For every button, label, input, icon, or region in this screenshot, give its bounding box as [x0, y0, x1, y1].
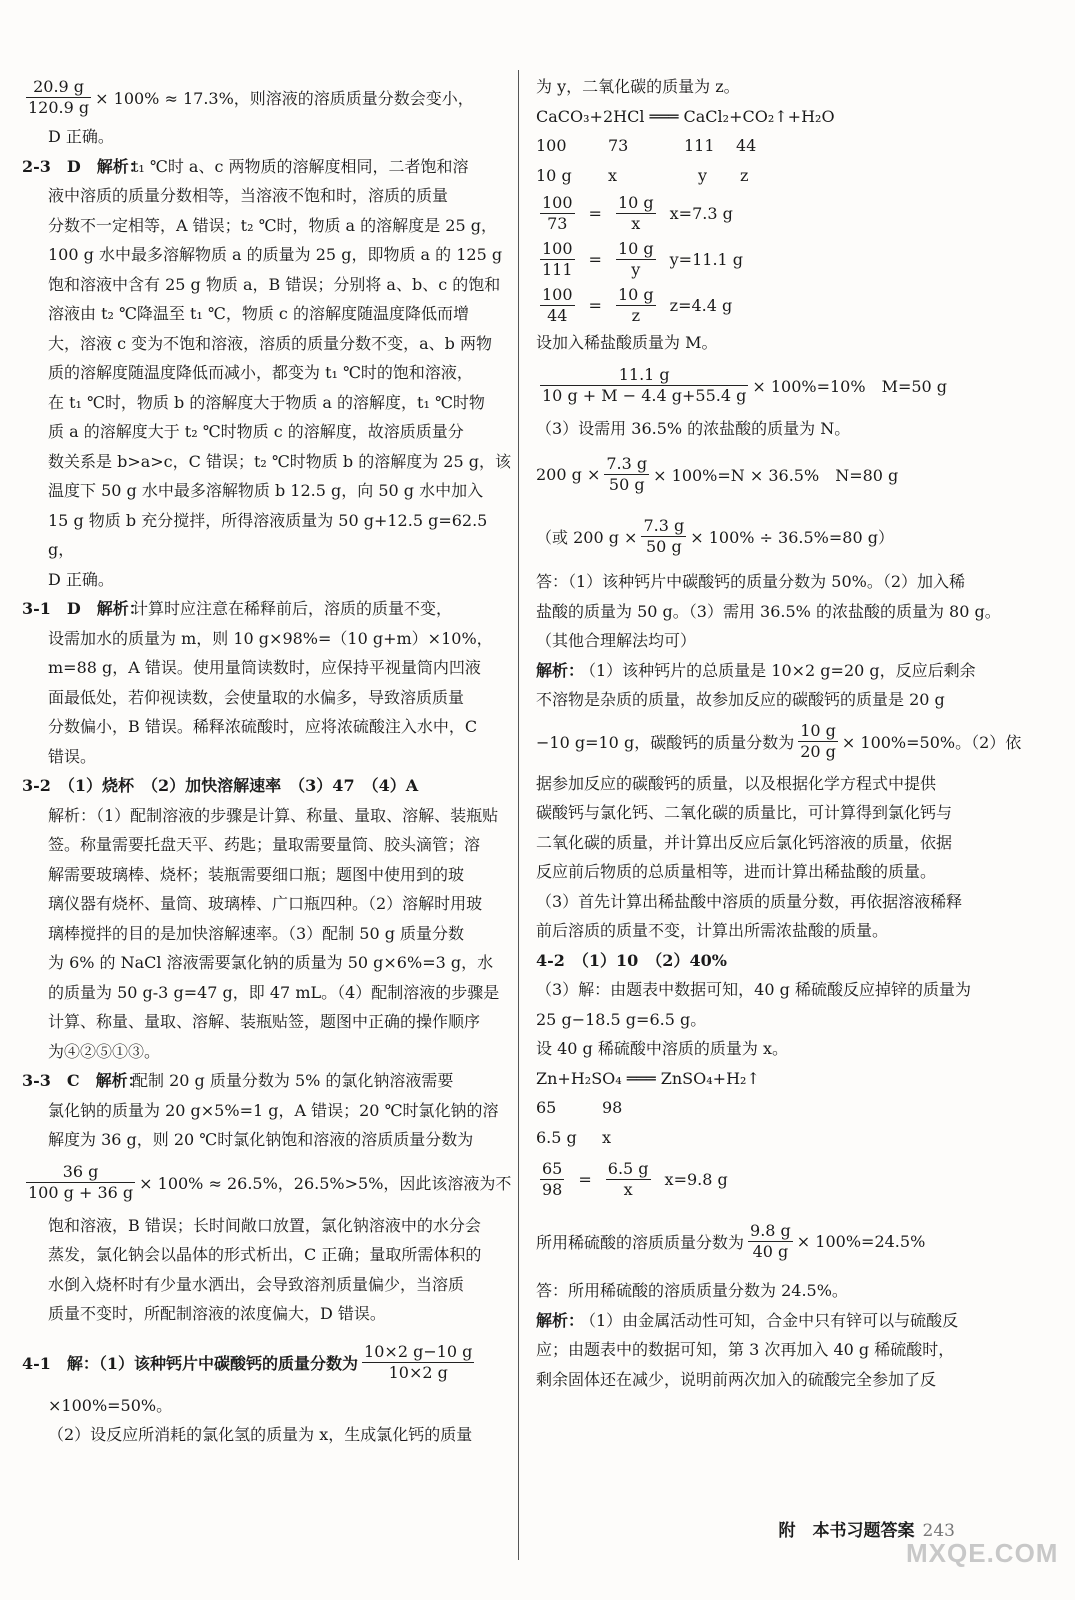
text-line: 设需加水的质量为 m，则 10 g×98%=（10 g+m）×10%， — [48, 628, 493, 648]
text-line: 签。称量需要托盘天平、药匙；量取需要量筒、胶头滴管；溶 — [48, 835, 481, 854]
mass-ratio-row: 65 98 — [536, 1098, 623, 1117]
text-line: （1）由金属活动性可知，合金中只有锌可以与硫酸反 — [580, 1310, 959, 1330]
text-line: （3）首先计算出稀盐酸中溶质的质量分数，再依据溶液稀释 — [536, 891, 963, 911]
text-line: 璃仪器有烧杯、量筒、玻璃棒、广口瓶四种。（2）溶解时用玻 — [48, 894, 483, 913]
text-line: 数关系是 b>a>c，C 错误；t₂ ℃时物质 b 的溶解度为 25 g，该 — [48, 451, 511, 471]
footer-label: 附 本书习题答案 — [778, 1521, 915, 1541]
text-line: 配制 20 g 质量分数为 5% 的氯化钠溶液需要 — [132, 1071, 454, 1090]
text-line: 前后溶质的质量不变，计算出所需浓盐酸的质量。 — [536, 921, 889, 940]
text-line: （3）解：由题表中数据可知，40 g 稀硫酸反应掉锌的质量为 — [536, 980, 971, 999]
text-line: 解析：（1）配制溶液的步骤是计算、称量、量取、溶解、装瓶贴 — [48, 805, 499, 825]
text-line: 盐酸的质量为 50 g。（3）需用 36.5% 的浓盐酸的质量为 80 g。 — [536, 601, 1001, 621]
text-line: 不溶物是杂质的质量，故参加反应的碳酸钙的质量是 20 g — [536, 690, 945, 709]
q32-body — [22, 801, 512, 1067]
proportion-2: $\frac{100}{111}$ = $\frac{10 g}{y}$ y=11.1 g — [542, 238, 744, 279]
text-line: 大，溶液 c 变为不饱和溶液，溶质的质量分数不变，a、b 两物 — [48, 333, 493, 353]
right-column — [536, 72, 1046, 1394]
text-line: 面最低处，若仰视读数，会使量取的水偏多，导致溶质质量 — [48, 687, 465, 707]
text-line: ×100%=50%。 — [48, 1395, 173, 1415]
question-3-2: 3-2 （1）烧杯 （2）加快溶解速率 （3）47 （4）A — [22, 776, 419, 795]
text-line: 分数不一定相等，A 错误；t₂ ℃时，物质 a 的溶解度是 25 g， — [48, 215, 497, 235]
answer-block — [536, 567, 1046, 656]
analysis-body — [536, 656, 1046, 715]
text-line: 在 t₁ ℃时，物质 b 的溶解度大于物质 a 的溶解度，t₁ ℃时物 — [48, 392, 485, 412]
fraction-line: $\frac{11.1 g}{10 g + M - 4.4 g+55.4 g}$ × 100%=10% M=50 g — [542, 365, 948, 405]
chemical-equation: Zn+H₂SO₄ ═══ ZnSO₄+H₂↑ — [536, 1068, 760, 1088]
fraction: $\frac{10\times 2 g-10 g}{10\times 2 g}$ — [364, 1342, 473, 1382]
mass-ratio-row: 100 73 111 44 — [536, 136, 757, 155]
analysis-label: 解析： — [536, 660, 585, 680]
text-line: 质的溶解度随温度降低而减小，都变为 t₁ ℃时的饱和溶液， — [48, 363, 473, 382]
text-line: 答：（1）该种钙片中碳酸钙的质量分数为 50%。（2）加入稀 — [536, 572, 966, 591]
proportion-3: $\frac{100}{44}$ = $\frac{10 g}{z}$ z=4.4 g — [542, 284, 733, 325]
fraction-line: −10 g=10 g，碳酸钙的质量分数为 $\frac{10 g}{20 g}$ × 100%=50%。（2）依 — [536, 721, 1022, 761]
text-line: 应；由题表中的数据可知，第 3 次再加入 40 g 稀硫酸时， — [536, 1340, 955, 1359]
q42-body — [536, 975, 1046, 1064]
question-4-2: 4-2 （1）10 （2）40% — [536, 950, 727, 970]
text-line: m=88 g，A 错误。使用量筒读数时，应保持平视量筒内凹液 — [48, 658, 481, 677]
question-3-3: 3-3 C 解析： — [22, 1071, 144, 1090]
fraction-line: 200 g × $\frac{7.3 g}{50 g}$ × 100%=N × 36.5% N=80 g — [536, 453, 899, 494]
text-line: 15 g 物质 b 充分搅拌，所得溶液质量为 50 g+12.5 g=62.5 g， — [48, 510, 488, 559]
fraction-line: $\frac{20.9 g}{120.9 g}$ × 100% ≈ 17.3%，则溶液的溶质质量分数会变小， — [28, 76, 474, 117]
fraction-line: 所用稀硫酸的溶质质量分数为 $\frac{9.8 g}{40 g}$ × 100%=24.5% — [536, 1220, 926, 1261]
analysis-body-after — [536, 769, 1046, 946]
fraction: $\frac{20.9 g}{120.9 g}$ — [28, 76, 90, 117]
text-line: （其他合理解法均可） — [536, 631, 697, 650]
text-line: （3）设需用 36.5% 的浓盐酸的质量为 N。 — [536, 418, 851, 438]
page-number: 243 — [922, 1521, 955, 1541]
text-line: t₁ ℃时 a、c 两物质的溶解度相同，二者饱和溶 — [132, 156, 469, 176]
text-line: 璃棒搅拌的目的是加快溶解速率。（3）配制 50 g 质量分数 — [48, 923, 465, 943]
text-line: 设 40 g 稀硫酸中溶质的质量为 x。 — [536, 1039, 788, 1058]
fraction-line: $\frac{36 g}{100 g + 36 g}$ × 100% ≈ 26.5%，26.5%>5%，因此该溶液为不 — [28, 1162, 512, 1202]
text-line: 计算时应注意在稀释前后，溶质的质量不变， — [132, 599, 453, 618]
text-line: 温度下 50 g 水中最多溶解物质 b 12.5 g，向 50 g 水中加入 — [48, 481, 484, 500]
question-4-1: 4-1 解：（1）该种钙片中碳酸钙的质量分数为 $\frac{10\times 2 g-10 g}{10\times 2 g}$ — [22, 1342, 473, 1382]
text-line: 水倒入烧杯时有少量水洒出，会导致溶剂质量偏少，当溶质 — [48, 1274, 465, 1294]
text-line: 为 y，二氧化碳的质量为 z。 — [536, 77, 740, 96]
text-line: 设加入稀盐酸质量为 M。 — [536, 333, 718, 352]
text-line: D 正确。 — [48, 127, 114, 146]
proportion-4: $\frac{65}{98}$ = $\frac{6.5 g}{x}$ x=9.8 g — [542, 1158, 728, 1199]
text-line: 质 a 的溶解度大于 t₂ ℃时物质 c 的溶解度，故溶质质量分 — [48, 422, 464, 441]
text-line: 解度为 36 g，则 20 ℃时氯化钠饱和溶液的溶质质量分数为 — [48, 1130, 474, 1149]
chemical-equation: CaCO₃+2HCl ═══ CaCl₂+CO₂↑+H₂O — [536, 106, 835, 126]
text-line: 25 g−18.5 g=6.5 g。 — [536, 1009, 707, 1029]
text-line: 饱和溶液中含有 25 g 物质 a，B 错误；分别将 a、b、c 的饱和 — [48, 274, 501, 294]
text-line: 据参加反应的碳酸钙的质量，以及根据化学方程式中提供 — [536, 773, 937, 793]
column-divider — [518, 70, 519, 1560]
text-line: 为 6% 的 NaCl 溶液需要氯化钠的质量为 50 g×6%=3 g，水 — [48, 953, 494, 972]
text-line: 剩余固体还在减少，说明前两次加入的硫酸完全参加了反 — [536, 1369, 937, 1389]
text-line: 答：所用稀硫酸的溶质质量分数为 24.5%。 — [536, 1281, 848, 1300]
left-column — [22, 72, 512, 1450]
question-2-3: 2-3 D 解析： — [22, 156, 145, 176]
question-3-1: 3-1 D 解析： — [22, 599, 145, 618]
analysis-body — [536, 1306, 1046, 1395]
text-line: 错误。 — [48, 746, 97, 766]
text-line: 溶液由 t₂ ℃降温至 t₁ ℃，物质 c 的溶解度随温度降低而增 — [48, 304, 469, 323]
q33-body-after — [22, 1211, 512, 1329]
fraction-line: （或 200 g × $\frac{7.3 g}{50 g}$ × 100% ÷ 36.5%=80 g） — [536, 515, 894, 556]
proportion-1: $\frac{100}{73}$ = $\frac{10 g}{x}$ x=7.3 g — [542, 192, 733, 233]
text-line: 质量不变时，所配制溶液的浓度偏大，D 错误。 — [48, 1304, 386, 1323]
text-line: 为④②⑤①③。 — [48, 1041, 161, 1061]
text-line: 100 g 水中最多溶解物质 a 的质量为 25 g，即物质 a 的 125 g — [48, 245, 503, 264]
mass-value-row: 10 g x y z — [536, 165, 749, 185]
text-line: 计算、称量、量取、溶解、装瓶贴签，题图中正确的操作顺序 — [48, 1012, 481, 1031]
text-line: （1）该种钙片的总质量是 10×2 g=20 g，反应后剩余 — [580, 660, 976, 680]
text-line: 氯化钠的质量为 20 g×5%=1 g，A 错误；20 ℃时氯化钠的溶 — [48, 1100, 499, 1120]
text-line: 二氧化碳的质量，并计算出反应后氯化钙溶液的质量，依据 — [536, 832, 953, 852]
text-line: 分数偏小，B 错误。稀释浓硫酸时，应将浓硫酸注入水中，C — [48, 717, 478, 736]
mass-value-row: 6.5 g x — [536, 1127, 612, 1147]
text-line: D 正确。 — [48, 569, 114, 589]
analysis-label: 解析： — [536, 1310, 585, 1330]
text-line: 蒸发，氯化钠会以晶体的形式析出，C 正确；量取所需体积的 — [48, 1245, 482, 1264]
text-line: 反应前后物质的总质量相等，进而计算出稀盐酸的质量。 — [536, 862, 937, 881]
text-line: 液中溶质的质量分数相等，当溶液不饱和时，溶质的质量 — [48, 186, 449, 205]
fraction: $\frac{36 g}{100 g + 36 g}$ — [28, 1162, 134, 1202]
text-line: 饱和溶液，B 错误；长时间敞口放置，氯化钠溶液中的水分会 — [48, 1215, 481, 1235]
text-line: 解需要玻璃棒、烧杯；装瓶需要细口瓶；题图中使用到的玻 — [48, 864, 465, 884]
watermark: MXQE.COM — [906, 1538, 1059, 1568]
text-line: 的质量为 50 g-3 g=47 g，即 47 mL。（4）配制溶液的步骤是 — [48, 982, 500, 1002]
text-line: 碳酸钙与氯化钙、二氧化碳的质量比，可计算得到氯化钙与 — [536, 803, 953, 822]
text-line: （2）设反应所消耗的氯化氢的质量为 x，生成氯化钙的质量 — [48, 1425, 473, 1444]
q23-body — [22, 152, 512, 595]
